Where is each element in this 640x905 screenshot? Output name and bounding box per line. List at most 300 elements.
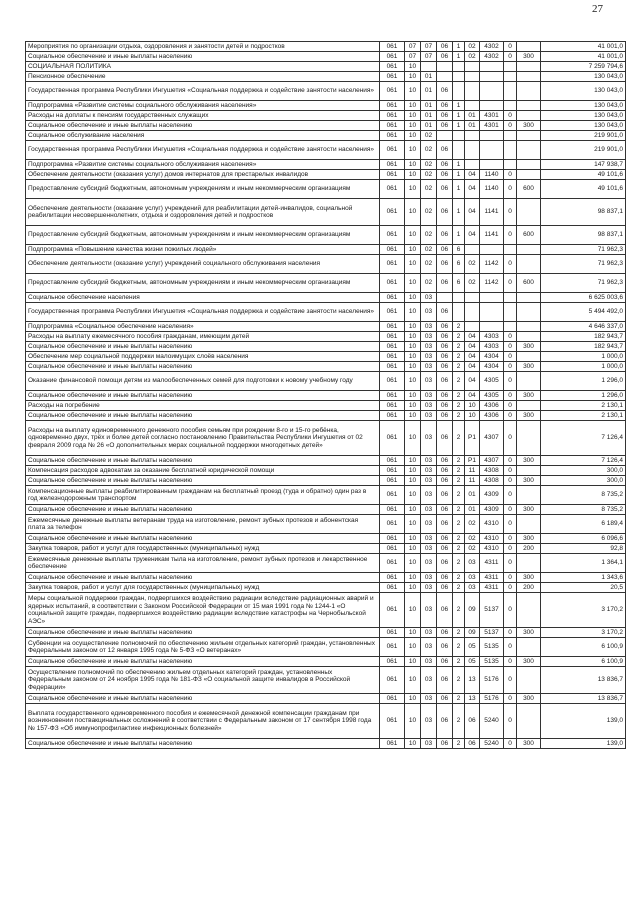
table-row — [26, 694, 626, 704]
row-name: Социальное обеспечение и иные выплаты населению — [26, 534, 380, 544]
row-code: 5240 — [480, 739, 504, 749]
row-code: 0 — [504, 372, 517, 391]
row-name: Оказание финансовой помощи детям из малообеспеченных семей для подготовки к новому учебному году — [26, 372, 380, 391]
row-code: 300 — [517, 121, 541, 131]
row-code: 06 — [437, 657, 453, 667]
row-code — [465, 131, 480, 141]
row-code: 0 — [504, 199, 517, 226]
row-code: 06 — [437, 352, 453, 362]
table-row — [26, 111, 626, 121]
row-code: 03 — [421, 554, 437, 573]
row-amount: 6 625 003,6 — [541, 293, 626, 303]
row-code: 06 — [437, 466, 453, 476]
row-amount: 6 100,9 — [541, 638, 626, 657]
row-amount: 7 259 794,6 — [541, 62, 626, 72]
row-code: 04 — [465, 342, 480, 352]
row-code: 0 — [504, 111, 517, 121]
row-code: 03 — [421, 515, 437, 534]
row-code — [517, 372, 541, 391]
row-code: 0 — [504, 170, 517, 180]
table-row — [26, 505, 626, 515]
row-code: 4311 — [480, 573, 504, 583]
row-code: 061 — [380, 421, 405, 456]
row-code: 03 — [421, 362, 437, 372]
row-code — [453, 131, 465, 141]
row-code — [437, 62, 453, 72]
table-row — [26, 704, 626, 739]
row-code — [437, 131, 453, 141]
row-code: 10 — [405, 593, 421, 628]
row-name: Компенсационные выплаты реабилитированным гражданам на бесплатный проезд (туда и обратно) один раз в год железнодорожным транспортом — [26, 486, 380, 505]
row-name: Компенсация расходов адвокатам за оказание бесплатной юридической помощи — [26, 466, 380, 476]
row-amount: 13 836,7 — [541, 667, 626, 694]
row-code — [453, 293, 465, 303]
row-amount: 139,0 — [541, 704, 626, 739]
row-code: 4304 — [480, 362, 504, 372]
row-name: Расходы на выплату ежемесячного пособия гражданам, имеющим детей — [26, 332, 380, 342]
row-code: 10 — [465, 411, 480, 421]
row-code: 02 — [421, 141, 437, 160]
row-code: 061 — [380, 226, 405, 245]
table-row — [26, 411, 626, 421]
row-amount: 1 296,0 — [541, 372, 626, 391]
row-code: 4307 — [480, 421, 504, 456]
row-amount: 41 001,0 — [541, 42, 626, 52]
row-code: 10 — [405, 667, 421, 694]
row-code: 09 — [465, 593, 480, 628]
row-name: Ежемесячные денежные выплаты ветеранам труда на изготовление, ремонт зубных протезов и абонентская плата за телефон — [26, 515, 380, 534]
row-code: 04 — [465, 332, 480, 342]
row-code — [480, 293, 504, 303]
row-code: 1 — [453, 111, 465, 121]
row-code: 0 — [504, 628, 517, 638]
row-code: 6 — [453, 274, 465, 293]
row-code: 200 — [517, 583, 541, 593]
row-code — [480, 101, 504, 111]
row-code: 10 — [405, 141, 421, 160]
row-code: 0 — [504, 52, 517, 62]
row-amount: 1 343,6 — [541, 573, 626, 583]
table-row — [26, 583, 626, 593]
row-code: 2 — [453, 456, 465, 466]
table-row — [26, 739, 626, 749]
row-code: 061 — [380, 694, 405, 704]
table-row — [26, 245, 626, 255]
row-code: 2 — [453, 466, 465, 476]
row-amount: 71 962,3 — [541, 245, 626, 255]
row-code: 10 — [405, 170, 421, 180]
table-row — [26, 332, 626, 342]
row-code: 03 — [421, 303, 437, 322]
table-row — [26, 303, 626, 322]
row-code: 4309 — [480, 486, 504, 505]
row-code: 01 — [465, 486, 480, 505]
row-code — [517, 593, 541, 628]
row-code: 02 — [421, 274, 437, 293]
row-code: 4310 — [480, 534, 504, 544]
row-amount: 92,8 — [541, 544, 626, 554]
row-code: 06 — [437, 245, 453, 255]
row-code: 03 — [421, 411, 437, 421]
table-row — [26, 226, 626, 245]
row-name: Подпрограмма «Социальное обеспечение населения» — [26, 322, 380, 332]
row-code: 03 — [421, 628, 437, 638]
row-name: Меры социальной поддержки граждан, подвергшихся воздействию радиации вследствие радиационных аварий и ядерных испытаний, в соответствии с Законом Российской Федерации от 15 мая 1991 года № 1244-1 «О социальной защите граждан, подвергшихся воздействию радиации вследствие катастрофы на Чернобыльской АЭС» — [26, 593, 380, 628]
row-code: 02 — [465, 534, 480, 544]
row-code — [453, 303, 465, 322]
row-name: Предоставление субсидий бюджетным, автономным учреждениям и иным некоммерческим организациям — [26, 226, 380, 245]
row-amount: 7 126,4 — [541, 456, 626, 466]
row-name: Социальное обеспечение и иные выплаты населению — [26, 342, 380, 352]
table-row — [26, 342, 626, 352]
row-name: СОЦИАЛЬНАЯ ПОЛИТИКА — [26, 62, 380, 72]
table-row — [26, 322, 626, 332]
row-code: 061 — [380, 293, 405, 303]
row-code — [480, 141, 504, 160]
row-code: 10 — [405, 739, 421, 749]
row-code: 10 — [405, 274, 421, 293]
row-code: 1 — [453, 180, 465, 199]
row-code: P1 — [465, 421, 480, 456]
row-amount: 219 901,0 — [541, 131, 626, 141]
row-name: Социальное обеспечение и иные выплаты населению — [26, 628, 380, 638]
row-code: 04 — [465, 362, 480, 372]
table-row — [26, 62, 626, 72]
table-row — [26, 101, 626, 111]
row-code — [517, 170, 541, 180]
row-code: 061 — [380, 401, 405, 411]
row-code: 300 — [517, 342, 541, 352]
table-row — [26, 131, 626, 141]
row-code: 0 — [504, 638, 517, 657]
row-code: 03 — [421, 486, 437, 505]
row-code: 1140 — [480, 180, 504, 199]
row-code — [517, 401, 541, 411]
row-code: 01 — [421, 82, 437, 101]
row-code: 061 — [380, 170, 405, 180]
row-code: 04 — [465, 226, 480, 245]
row-code: 0 — [504, 255, 517, 274]
row-code: 06 — [437, 401, 453, 411]
row-code: 10 — [405, 628, 421, 638]
row-code: 06 — [437, 411, 453, 421]
row-code: 10 — [405, 694, 421, 704]
row-code — [480, 303, 504, 322]
row-code: 6 — [453, 245, 465, 255]
row-code: 1 — [453, 226, 465, 245]
row-code: 06 — [465, 739, 480, 749]
row-code: 02 — [421, 131, 437, 141]
row-code — [517, 160, 541, 170]
row-code — [480, 62, 504, 72]
row-code: 10 — [405, 303, 421, 322]
row-code: 0 — [504, 694, 517, 704]
row-code: 04 — [465, 170, 480, 180]
row-code — [465, 62, 480, 72]
row-code: 03 — [421, 739, 437, 749]
row-code: 2 — [453, 593, 465, 628]
row-code: 01 — [421, 111, 437, 121]
row-code: 0 — [504, 583, 517, 593]
row-code: 06 — [437, 391, 453, 401]
row-code: 10 — [405, 583, 421, 593]
row-name: Социальное обеспечение и иные выплаты населению — [26, 694, 380, 704]
row-amount: 130 043,0 — [541, 82, 626, 101]
row-code: 10 — [405, 245, 421, 255]
row-code: 4301 — [480, 111, 504, 121]
row-code: 10 — [405, 362, 421, 372]
table-row — [26, 362, 626, 372]
row-code: 300 — [517, 456, 541, 466]
table-row — [26, 638, 626, 657]
row-code: 0 — [504, 226, 517, 245]
row-name: Социальное обеспечение и иные выплаты населению — [26, 739, 380, 749]
table-row — [26, 554, 626, 573]
row-amount: 219 901,0 — [541, 141, 626, 160]
row-code: 1141 — [480, 199, 504, 226]
row-amount: 41 001,0 — [541, 52, 626, 62]
row-name: Государственная программа Республики Ингушетия «Социальная поддержка и содействие занятости населения» — [26, 303, 380, 322]
row-code: 1142 — [480, 255, 504, 274]
row-code: 02 — [421, 180, 437, 199]
row-code: 200 — [517, 544, 541, 554]
table-row — [26, 293, 626, 303]
table-row — [26, 82, 626, 101]
row-code — [517, 704, 541, 739]
table-row — [26, 534, 626, 544]
row-name: Социальное обеспечение и иные выплаты населению — [26, 476, 380, 486]
row-code: 03 — [421, 332, 437, 342]
row-code: 300 — [517, 739, 541, 749]
row-code: 06 — [437, 303, 453, 322]
row-amount: 8 735,2 — [541, 486, 626, 505]
row-code: 061 — [380, 141, 405, 160]
row-code: 13 — [465, 667, 480, 694]
row-code: 4308 — [480, 476, 504, 486]
row-code: 1 — [453, 52, 465, 62]
row-code: 1 — [453, 42, 465, 52]
row-code: 03 — [421, 456, 437, 466]
row-code: 061 — [380, 352, 405, 362]
row-name: Мероприятия по организации отдыха, оздоровления и занятости детей и подростков — [26, 42, 380, 52]
row-code: 061 — [380, 245, 405, 255]
row-code: 10 — [405, 421, 421, 456]
row-code — [504, 303, 517, 322]
row-code: 06 — [437, 322, 453, 332]
row-code: 03 — [421, 534, 437, 544]
row-name: Социальное обеспечение и иные выплаты населению — [26, 573, 380, 583]
row-amount: 71 962,3 — [541, 274, 626, 293]
row-code: 06 — [437, 534, 453, 544]
row-code: 2 — [453, 657, 465, 667]
row-code: 10 — [405, 62, 421, 72]
row-code: 061 — [380, 515, 405, 534]
table-row — [26, 42, 626, 52]
row-code: 06 — [437, 332, 453, 342]
row-code: 10 — [405, 180, 421, 199]
row-code: 06 — [437, 274, 453, 293]
row-code: 06 — [437, 82, 453, 101]
row-code: 07 — [405, 42, 421, 52]
row-code — [517, 293, 541, 303]
row-code: 01 — [465, 111, 480, 121]
row-code: 2 — [453, 628, 465, 638]
row-code: 01 — [465, 121, 480, 131]
row-code: 0 — [504, 505, 517, 515]
row-code: 2 — [453, 421, 465, 456]
row-code: 04 — [465, 199, 480, 226]
row-amount: 300,0 — [541, 466, 626, 476]
row-code: 06 — [437, 456, 453, 466]
row-code: 10 — [405, 293, 421, 303]
table-row — [26, 456, 626, 466]
row-code: 061 — [380, 638, 405, 657]
row-code: 03 — [421, 466, 437, 476]
row-code: 06 — [437, 515, 453, 534]
row-code — [504, 293, 517, 303]
row-code: 2 — [453, 401, 465, 411]
row-name: Подпрограмма «Развитие системы социального обслуживания населения» — [26, 101, 380, 111]
row-code: 4310 — [480, 515, 504, 534]
row-code — [517, 111, 541, 121]
row-code: 2 — [453, 667, 465, 694]
row-code: 061 — [380, 534, 405, 544]
row-code: 03 — [421, 544, 437, 554]
row-code: 06 — [437, 42, 453, 52]
row-code: 0 — [504, 466, 517, 476]
row-code: 10 — [405, 505, 421, 515]
row-code: 10 — [405, 332, 421, 342]
row-code: 061 — [380, 411, 405, 421]
row-code — [517, 515, 541, 534]
row-code — [517, 141, 541, 160]
row-amount: 182 943,7 — [541, 342, 626, 352]
row-code — [517, 82, 541, 101]
table-row — [26, 544, 626, 554]
row-code: 03 — [421, 694, 437, 704]
row-name: Субвенции на осуществление полномочий по обеспечению жильем отдельных категорий граждан, установленных Федеральным законом от 12 января 1995 года № 5-ФЗ «О ветеранах» — [26, 638, 380, 657]
budget-table-body — [26, 42, 626, 749]
row-code: 1 — [453, 170, 465, 180]
table-row — [26, 255, 626, 274]
row-code: 4304 — [480, 352, 504, 362]
row-amount: 6 189,4 — [541, 515, 626, 534]
row-amount: 147 938,7 — [541, 160, 626, 170]
row-code — [453, 62, 465, 72]
row-code: 03 — [465, 554, 480, 573]
row-code: 300 — [517, 534, 541, 544]
row-code: 06 — [437, 160, 453, 170]
row-code: 03 — [421, 372, 437, 391]
row-code: 1 — [453, 121, 465, 131]
table-row — [26, 573, 626, 583]
row-code: 06 — [437, 554, 453, 573]
row-name: Социальное обеспечение и иные выплаты населению — [26, 52, 380, 62]
row-amount: 2 130,1 — [541, 411, 626, 421]
row-name: Осуществление полномочий по обеспечению жильем отдельных категорий граждан, установленных Федеральным законом от 24 ноября 1995 года № 181-ФЗ «О социальной защите инвалидов в Российской Федерации» — [26, 667, 380, 694]
row-code: 10 — [405, 352, 421, 362]
row-code: 061 — [380, 42, 405, 52]
row-code: 11 — [465, 476, 480, 486]
row-name: Социальное обеспечение и иные выплаты населению — [26, 411, 380, 421]
row-code: 061 — [380, 456, 405, 466]
row-code — [504, 62, 517, 72]
row-code: 06 — [437, 111, 453, 121]
row-amount: 6 100,9 — [541, 657, 626, 667]
table-row — [26, 372, 626, 391]
row-code: 2 — [453, 486, 465, 505]
row-code: 02 — [421, 245, 437, 255]
row-code — [465, 245, 480, 255]
row-amount: 2 130,1 — [541, 401, 626, 411]
row-code: 0 — [504, 342, 517, 352]
row-code — [465, 293, 480, 303]
row-code: 0 — [504, 352, 517, 362]
row-name: Выплата государственного единовременного пособия и ежемесячной денежной компенсации гражданам при возникновении поствакцинальных осложнений в соответствии с Федеральным законом от 17 сентября 1998 года № 157-ФЗ «Об иммунопрофилактике инфекционных болезней» — [26, 704, 380, 739]
row-code: 0 — [504, 456, 517, 466]
row-code: 02 — [421, 226, 437, 245]
row-amount: 1 000,0 — [541, 362, 626, 372]
row-code: 4303 — [480, 332, 504, 342]
row-code: 06 — [437, 739, 453, 749]
row-code — [517, 638, 541, 657]
row-code: 061 — [380, 180, 405, 199]
row-code: 0 — [504, 515, 517, 534]
row-code — [517, 421, 541, 456]
row-code: 10 — [405, 704, 421, 739]
row-code: 06 — [437, 628, 453, 638]
row-amount: 6 096,6 — [541, 534, 626, 544]
row-code: 06 — [465, 704, 480, 739]
row-amount: 71 962,3 — [541, 255, 626, 274]
table-row — [26, 274, 626, 293]
table-row — [26, 421, 626, 456]
row-code: 061 — [380, 362, 405, 372]
row-code — [465, 160, 480, 170]
row-amount: 7 126,4 — [541, 421, 626, 456]
row-code: 600 — [517, 180, 541, 199]
row-code: 2 — [453, 352, 465, 362]
row-code: 2 — [453, 694, 465, 704]
row-code: 061 — [380, 593, 405, 628]
row-code: 2 — [453, 638, 465, 657]
row-code: 6 — [453, 255, 465, 274]
row-code: 10 — [405, 411, 421, 421]
row-name: Подпрограмма «Развитие системы социального обслуживания населения» — [26, 160, 380, 170]
row-code: 03 — [421, 293, 437, 303]
row-name: Социальное обслуживание населения — [26, 131, 380, 141]
row-code: 061 — [380, 486, 405, 505]
row-code: 600 — [517, 226, 541, 245]
row-code: 03 — [421, 342, 437, 352]
row-code: 03 — [421, 421, 437, 456]
row-code: 03 — [421, 573, 437, 583]
row-code: 4306 — [480, 411, 504, 421]
row-name: Расходы на выплату единовременного денежного пособия семьям при рождении 8-го и 15-го ребёнка, одновременно двух, трёх и более детей согласно постановлению Правительства Республики Ингушетия от 02 февраля 2009 года № 26 «О дополнительных мерах социальной поддержки многодетных детей» — [26, 421, 380, 456]
row-code: 2 — [453, 534, 465, 544]
row-code — [504, 160, 517, 170]
row-code: 01 — [465, 505, 480, 515]
row-name: Предоставление субсидий бюджетным, автономным учреждениям и иным некоммерческим организациям — [26, 274, 380, 293]
row-code: 10 — [405, 466, 421, 476]
row-code — [465, 101, 480, 111]
row-code: 10 — [405, 121, 421, 131]
row-code — [517, 72, 541, 82]
row-amount: 20,5 — [541, 583, 626, 593]
row-code: 2 — [453, 704, 465, 739]
row-code: 061 — [380, 391, 405, 401]
row-code: 10 — [405, 515, 421, 534]
